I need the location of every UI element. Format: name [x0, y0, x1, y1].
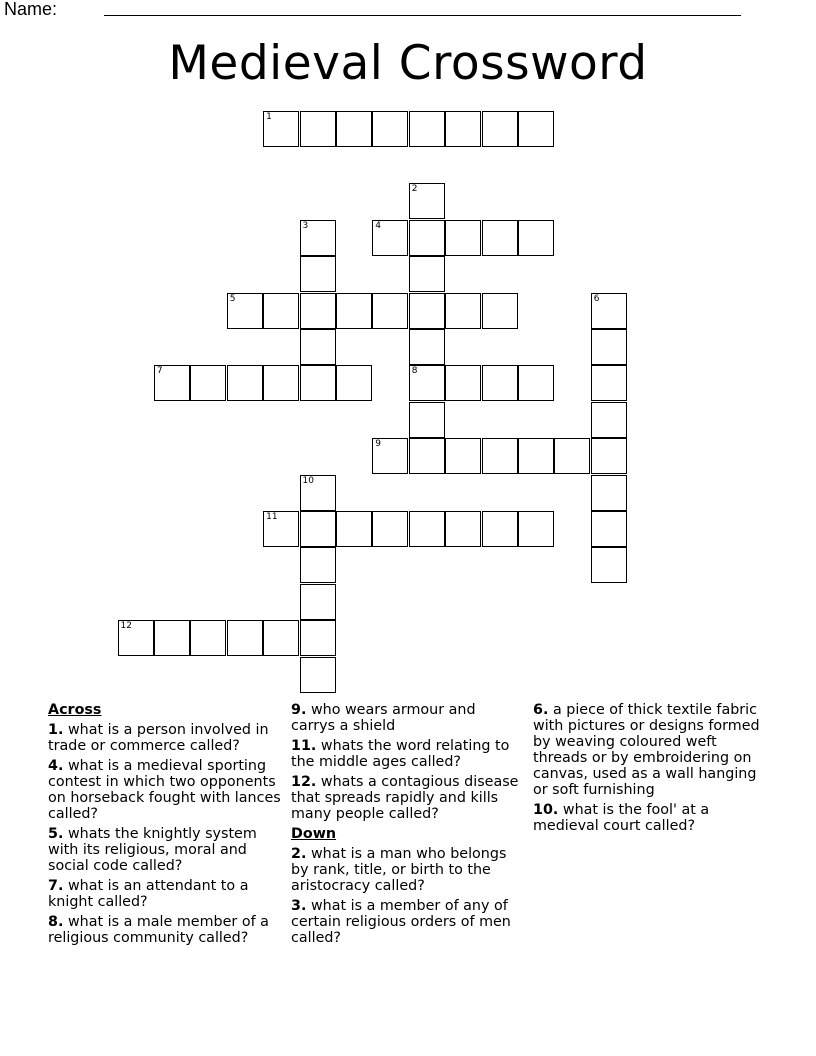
grid-cell[interactable]: [518, 438, 554, 474]
grid-cell[interactable]: [445, 438, 481, 474]
grid-cell[interactable]: [409, 511, 445, 547]
grid-cell[interactable]: [300, 329, 336, 365]
grid-cell[interactable]: [409, 220, 445, 256]
grid-cell[interactable]: [372, 511, 408, 547]
grid-cell[interactable]: [227, 365, 263, 401]
grid-cell[interactable]: [300, 365, 336, 401]
grid-cell[interactable]: [263, 511, 299, 547]
cell-number: 1: [266, 111, 272, 122]
grid-cell[interactable]: [300, 256, 336, 292]
clue-down-2: 2. what is a man who belongs by rank, title, or birth to the aristocracy called?: [291, 846, 507, 894]
grid-cell[interactable]: [263, 620, 299, 656]
grid-cell[interactable]: [482, 365, 518, 401]
grid-cell[interactable]: [263, 293, 299, 329]
grid-cell[interactable]: [409, 365, 445, 401]
grid-cell[interactable]: [372, 293, 408, 329]
grid-cell[interactable]: [445, 220, 481, 256]
grid-cell[interactable]: [409, 293, 445, 329]
cell-number: 10: [302, 475, 314, 486]
grid-cell[interactable]: [591, 475, 627, 511]
across-heading: Across: [48, 702, 102, 718]
grid-cell[interactable]: [263, 111, 299, 147]
grid-cell[interactable]: [591, 402, 627, 438]
grid-cell[interactable]: [554, 438, 590, 474]
clue-across-1: 1. what is a person involved in trade or commerce called?: [48, 722, 269, 754]
clue-across-8: 8. what is a male member of a religious community called?: [48, 914, 269, 946]
grid-cell[interactable]: [591, 511, 627, 547]
grid-cell[interactable]: [227, 293, 263, 329]
grid-cell[interactable]: [300, 220, 336, 256]
grid-cell[interactable]: [336, 365, 372, 401]
clue-column-2: [291, 702, 523, 950]
clue-across-9: 9. who wears armour and carrys a shield: [291, 702, 476, 734]
grid-cell[interactable]: [591, 365, 627, 401]
cell-number: 11: [266, 511, 278, 522]
grid-cell[interactable]: [518, 111, 554, 147]
grid-cell[interactable]: [409, 438, 445, 474]
grid-cell[interactable]: [118, 620, 154, 656]
name-label: Name:: [4, 0, 58, 19]
grid-cell[interactable]: [300, 111, 336, 147]
grid-cell[interactable]: [409, 183, 445, 219]
grid-cell[interactable]: [336, 111, 372, 147]
cell-number: 6: [593, 293, 600, 304]
grid-cell[interactable]: [372, 220, 408, 256]
grid-cell[interactable]: [154, 620, 190, 656]
cell-number: 2: [411, 184, 418, 195]
grid-cell[interactable]: [227, 620, 263, 656]
grid-cell[interactable]: [300, 657, 336, 693]
grid-cell[interactable]: [300, 584, 336, 620]
cell-number: 3: [302, 220, 309, 231]
grid-cell[interactable]: [445, 111, 481, 147]
clue-across-12: 12. whats a contagious disease that spreads rapidly and kills many people called?: [291, 774, 519, 822]
cell-number: 9: [375, 439, 382, 450]
grid-cell[interactable]: [372, 438, 408, 474]
grid-cell[interactable]: [372, 111, 408, 147]
grid-cell[interactable]: [409, 329, 445, 365]
grid-cell[interactable]: [482, 511, 518, 547]
down-heading: Down: [291, 826, 337, 842]
grid-cell[interactable]: [591, 329, 627, 365]
grid-cell[interactable]: [518, 365, 554, 401]
grid-cell[interactable]: [300, 547, 336, 583]
clue-column-1: [48, 702, 284, 950]
grid-cell[interactable]: [300, 511, 336, 547]
clue-across-5: 5. whats the knightly system with its religious, moral and social code called?: [48, 826, 257, 874]
grid-cell[interactable]: [445, 365, 481, 401]
grid-cell[interactable]: [190, 365, 226, 401]
grid-cell[interactable]: [300, 475, 336, 511]
clue-down-3: 3. what is a member of any of certain religious orders of men called?: [291, 898, 511, 946]
grid-cell[interactable]: [336, 293, 372, 329]
grid-cell[interactable]: [409, 256, 445, 292]
grid-cell[interactable]: [154, 365, 190, 401]
grid-cell[interactable]: [482, 111, 518, 147]
clue-across-4: 4. what is a medieval sporting contest in which two opponents on horseback fought with lances called?: [48, 758, 281, 822]
clue-across-7: 7. what is an attendant to a knight called?: [48, 878, 249, 910]
grid-cell[interactable]: [591, 547, 627, 583]
cell-number: 5: [229, 293, 236, 304]
grid-cell[interactable]: [409, 402, 445, 438]
cell-number: 4: [375, 220, 382, 231]
grid-cell[interactable]: [591, 293, 627, 329]
grid-cell[interactable]: [445, 511, 481, 547]
clue-column-3: [533, 702, 765, 838]
grid-cell[interactable]: [591, 438, 627, 474]
grid-cell[interactable]: [482, 293, 518, 329]
grid-cell[interactable]: [518, 220, 554, 256]
grid-cell[interactable]: [300, 293, 336, 329]
grid-cell[interactable]: [518, 511, 554, 547]
grid-cell[interactable]: [336, 511, 372, 547]
clue-down-6: 6. a piece of thick textile fabric with pictures or designs formed by weaving coloured weft threads or by embroidering on canvas, used as a wall hanging or soft furnishing: [533, 702, 760, 798]
grid-cell[interactable]: [482, 438, 518, 474]
grid-cell[interactable]: [445, 293, 481, 329]
grid-cell[interactable]: [409, 111, 445, 147]
grid-cell[interactable]: [300, 620, 336, 656]
clue-across-11: 11. whats the word relating to the middle ages called?: [291, 738, 510, 770]
cell-number: 7: [156, 366, 163, 377]
grid-cell[interactable]: [482, 220, 518, 256]
clue-down-10: 10. what is the fool' at a medieval court called?: [533, 802, 710, 834]
cell-number: 12: [120, 621, 132, 632]
grid-cell[interactable]: [263, 365, 299, 401]
page-title: Medieval Crossword: [168, 36, 648, 91]
cell-number: 8: [411, 366, 418, 377]
grid-cell[interactable]: [190, 620, 226, 656]
